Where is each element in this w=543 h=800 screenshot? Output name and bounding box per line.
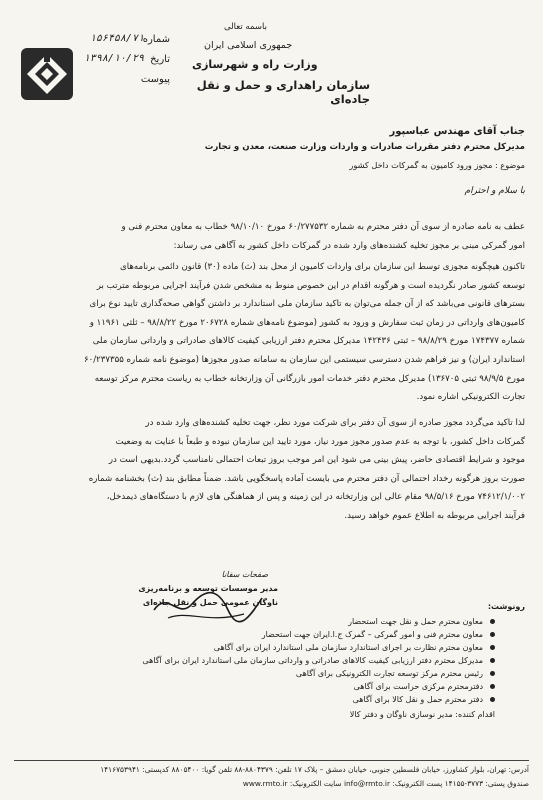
letter-meta <box>44 34 170 94</box>
signature-note: صفحات سفانا <box>221 570 268 579</box>
letter-number: ۱۵۶۴۵۸/۷۱ <box>89 33 144 44</box>
basmala: باسمه تعالی <box>224 22 267 32</box>
meta-attachment-row <box>44 74 170 94</box>
paragraph-line: شماره ۱۷۴۳۷۷ مورخ ۹۸/۸/۲۹ – ثبتی ۱۴۲۴۳۶ مدیرکل محترم دفتر ارزیابی کیفیت کالاهای صادراتی و وارداتی سازمان ملی <box>92 336 525 347</box>
cc-item: معاون محترم حمل و نقل جهت استحضار <box>15 615 495 628</box>
paragraph-line: تاکنون هیچگونه مجوزی توسط این سازمان برای واردات کامیون از محل بند (ث) ماده (۳۰) قانون دائمی برنامه‌های <box>120 262 525 272</box>
paragraph-line: تجارت الکترونیکی اشاره نمود. <box>416 392 525 403</box>
cc-item: معاون محترم نظارت بر اجرای استاندارد سازمان ملی استاندارد ایران برای آگاهی <box>15 641 495 654</box>
letter-date: ۱۳۹۸/۱۰/۲۹ <box>83 53 144 64</box>
signatory-title-line-2: ناوگان عمومی حمل و نقل جاده‌ای <box>142 598 278 607</box>
paragraph-line: ۷۴۶۱۲/۱/۰۰۲ مورخ ۹۸/۵/۱۶ مقام عالی این وزارتخانه در این زمینه و پس از هماهنگی های لازم با دستگاه‌های ذیمدخل، <box>106 492 525 503</box>
cc-action-officer: اقدام کننده: مدیر نوسازی ناوگان و دفتر کالا <box>349 710 495 719</box>
paragraph-3 <box>15 414 525 526</box>
paragraph-2 <box>15 258 525 407</box>
country-name: جمهوری اسلامی ایران <box>204 40 293 51</box>
paragraph-line: بسترهای قانونی می‌باشد که از آن جمله می‌توان به تاکید سازمان ملی استاندارد بر داشتن گواهی صحه‌گذاری تایید نوع برای <box>89 299 525 310</box>
number-label: شماره <box>142 34 170 45</box>
cc-item: معاون محترم فنی و امور گمرکی – گمرک ج.ا.ایران جهت استحضار <box>15 628 495 641</box>
footer-address: آدرس: تهران، بلوار کشاورز، خیابان فلسطین جنوبی، خیابان دمشق – پلاک ۱۷ تلفن: ۸۸۰۴۳۷۹-۸۸ تلفن گویا: ۸۸۰۵۴۰۰ کدپستی: ۱۴۱۶۷۵۳۹۴۱ <box>100 765 529 774</box>
letter-footer <box>14 760 529 791</box>
paragraph-line: فرآیند اجرایی مربوطه به اطلاع عموم خواهد رسید. <box>344 510 525 521</box>
paragraph-line: توسعه کشور صادر نگردیده است و هرگونه اقدام در این خصوص منوط به مشخص شدن فرآیند اجرایی مربوطه مترتب بر <box>96 280 525 291</box>
footer-contact: صندوق پستی: ۳۷۷۳-۱۴۱۵۵ پست الکترونیک: info@rmto.ir سایت الکترونیک: www.rmto.ir <box>242 779 529 788</box>
paragraph-line: مورخ ۹۸/۹/۵ ثبتی ۱۳۶۷۰۵) مدیرکل محترم دفتر خدمات امور بازرگانی آن وزارتخانه خطاب به ریاست محترم مرکز توسعه <box>94 373 525 384</box>
paragraph-line: استاندارد ایران) و نیز فراهم شدن دسترسی سیستمی این سازمان به سامانه صدور مجوزها (موضوع نامه شماره ۶۰/۲۳۷۳۵۵ <box>84 354 525 365</box>
paragraph-line: کامیون‌های وارداتی در زمان ثبت سفارش و ورود به کشور (موضوع نامه‌های شماره ۲۰۶۷۲۸ مورخ ۹۸/۸/۲۲ – ثلثی ۱۱۹۶۱ و <box>89 317 525 328</box>
paragraph-line: موجود و شرایط اقتصادی حاضر، پیش بینی می شود این امر موجب بروز تبعات احتمالی نامناسب گردد.بدیهی است در <box>108 455 525 466</box>
addressee-role: مدیرکل محترم دفتر مقررات صادرات و واردات وزارت صنعت، معدن و تجارت <box>204 142 525 152</box>
organization-name: سازمان راهداری و حمل و نقل جاده‌ای <box>196 78 370 106</box>
greeting: با سلام و احترام <box>464 186 525 196</box>
cc-items <box>15 615 525 721</box>
paragraph-line: امور گمرکی مبنی بر مجوز تخلیه کشنده‌های وارد شده در گمرکات داخل کشور به آگاهی می رساند: <box>173 240 525 251</box>
paragraph-line: لذا تاکید می‌گردد مجوز صادره از سوی آن دفتر برای شرکت مورد نظر، جهت تخلیه کشنده‌های وارد شده در <box>145 418 525 428</box>
paragraph-1 <box>15 218 525 255</box>
ministry-name: وزارت راه و شهرسازی <box>192 58 318 71</box>
meta-number-row <box>44 34 170 54</box>
meta-date-row <box>44 54 170 74</box>
date-label: تاریخ <box>150 54 170 65</box>
paragraph-line: صورت بروز هرگونه رخداد احتمالی آن دفتر محترم می بایست آماده پاسخگویی باشد. ضمناً مطابق بند (ث) بخشنامه شماره <box>88 473 525 484</box>
cc-item: دفتر محترم حمل و نقل کالا برای آگاهی <box>15 693 495 706</box>
cc-item: دفترمحترم مرکزی حراست برای آگاهی <box>15 680 495 693</box>
cc-list <box>15 600 525 721</box>
signatory-title-line-1: مدیر موسسات توسعه و برنامه‌ریزی <box>138 584 278 593</box>
attachment-label: پیوست <box>140 74 170 85</box>
cc-label: رونوشت: <box>487 602 525 611</box>
letter-subject: موضوع : مجوز ورود کامیون به گمرکات داخل کشور <box>349 160 525 170</box>
paragraph-line: گمرکات داخل کشور، با توجه به عدم صدور مجوز مورد نیاز، مورد تایید این سازمان نبوده و طبعاً با عنایت به وضعیت <box>115 436 525 447</box>
cc-item: مدیرکل محترم دفتر ارزیابی کیفیت کالاهای صادراتی و وارداتی سازمان ملی استاندارد ایران برای آگاهی <box>15 654 495 667</box>
cc-item: رئیس محترم مرکز توسعه تجارت الکترونیکی برای آگاهی <box>15 667 495 680</box>
addressee-title: جناب آقای مهندس عباسپور <box>389 126 525 137</box>
paragraph-line: عطف به نامه صادره از سوی آن دفتر محترم به شماره ۶۰/۲۷۷۵۳۲ مورخ ۹۸/۱۰/۱۰ خطاب به معاون محترم فنی و <box>121 222 525 232</box>
